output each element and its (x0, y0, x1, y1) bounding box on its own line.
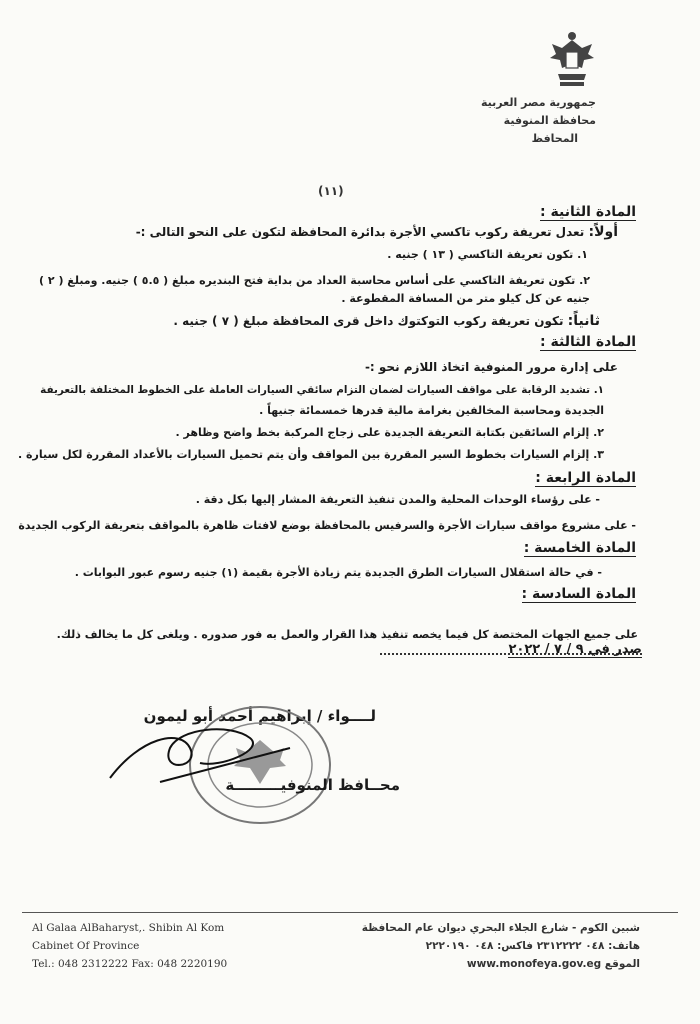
article-2-first (136, 224, 618, 240)
page-number: (١١) (318, 184, 344, 198)
article-2-second-text: تكون تعريفة ركوب التوكتوك داخل قرى المحافظة مبلغ ( ٧ ) جنيه . (173, 314, 564, 328)
article-2-second (173, 313, 600, 329)
article-2-title: المادة الثانية : (540, 204, 636, 220)
article-2-first-text: تعدل تعريفة ركوب تاكسي الأجرة بدائرة المحافظة لتكون على النحو التالى :- (135, 225, 585, 239)
article-3-item-2: ٢. إلزام السائقين بكتابة التعريفة الجديدة على زجاج المركبة بخط واضح وظاهر . (175, 426, 604, 439)
article-6-text: على جميع الجهات المختصة كل فيما يخصه تنفيذ هذا القرار والعمل به فور صدوره . ويلغى كل ما يخالف ذلك. (56, 628, 638, 641)
header-office: المحافظ (531, 132, 578, 145)
header-governorate: محافظة المنوفية (503, 114, 596, 127)
article-2-second-label: ثانياً: (567, 313, 600, 329)
issue-date: صدر في ٩ / ٧ / ٢٠٢٢ (508, 642, 642, 657)
footer-address-ar: شبين الكوم - شارع الجلاء البحري ديوان عام المحافظة (361, 922, 640, 934)
article-2-item-2-line-2: جنيه عن كل كيلو متر من المسافة المقطوعة . (341, 292, 590, 305)
article-4-item-1: - على رؤساء الوحدات المحلية والمدن تنفيذ التعريفة المشار إليها بكل دقة . (195, 493, 600, 506)
article-3-item-1-line-2: الجديدة ومحاسبة المخالفين بغرامة مالية قدرها خمسمائة جنيهاً . (259, 404, 604, 417)
article-3-item-3: ٣. إلزام السيارات بخطوط السير المقررة بين المواقف وأن يتم تحميل السيارات بالأعداد المقررة لكل سيارة . (17, 448, 604, 461)
footer-phone-ar: هاتف: ٠٤٨ ٢٣١٢٢٢٢ فاكس: ٠٤٨ ٢٢٢٠١٩٠ (425, 940, 640, 952)
article-6-title: المادة السادسة : (521, 586, 636, 602)
article-3-title: المادة الثالثة : (540, 334, 636, 350)
footer-divider (22, 912, 678, 913)
article-4-item-2: - على مشروع مواقف سيارات الأجرة والسرفيس بالمحافظة بوضع لافتات ظاهرة بالمواقف بتعريفة الركوب الجديدة (18, 519, 636, 532)
article-3-item-1-line-1: ١. تشديد الرقابة على مواقف السيارات لضمان التزام سائقي السيارات العاملة على الخطوط المختلفة بالتعريفة (40, 384, 604, 396)
article-2-item-1: ١. تكون تعريفة التاكسي ( ١٣ ) جنيه . (387, 248, 588, 261)
article-5-title: المادة الخامسة : (523, 540, 636, 556)
header-country: جمهورية مصر العربية (481, 96, 596, 109)
signatory-name: لــــواء / إبراهيم أحمد أبو ليمون (143, 707, 376, 725)
article-2-item-2-line-1: ٢. تكون تعريفة التاكسي على أساس محاسبة العداد من بداية فتح البنديره مبلغ ( ٥.٥ ) جنيه. ومبلغ ( ٢ ) (39, 274, 590, 287)
footer-address-en: Al Galaa AlBaharyst,. Shibin Al Kom (32, 922, 225, 934)
eagle-emblem-icon (548, 28, 596, 90)
footer-website[interactable]: الموقع www.monofeya.gov.eg (466, 958, 640, 970)
signatory-title: محــافظ المنوفيـــــــــة (225, 776, 400, 794)
article-4-title: المادة الرابعة : (535, 470, 636, 486)
article-3-intro: على إدارة مرور المنوفية اتخاذ اللازم نحو :- (364, 360, 618, 374)
article-2-first-label: أولاً: (588, 224, 618, 240)
footer-office-en: Cabinet Of Province (32, 940, 140, 952)
footer-phone-en: Tel.: 048 2312222 Fax: 048 2220190 (32, 958, 228, 970)
article-5-item-1: - في حالة استقلال السيارات الطرق الجديدة يتم زيادة الأجرة بقيمة (١) جنيه رسوم عبور البوابات . (74, 566, 602, 579)
